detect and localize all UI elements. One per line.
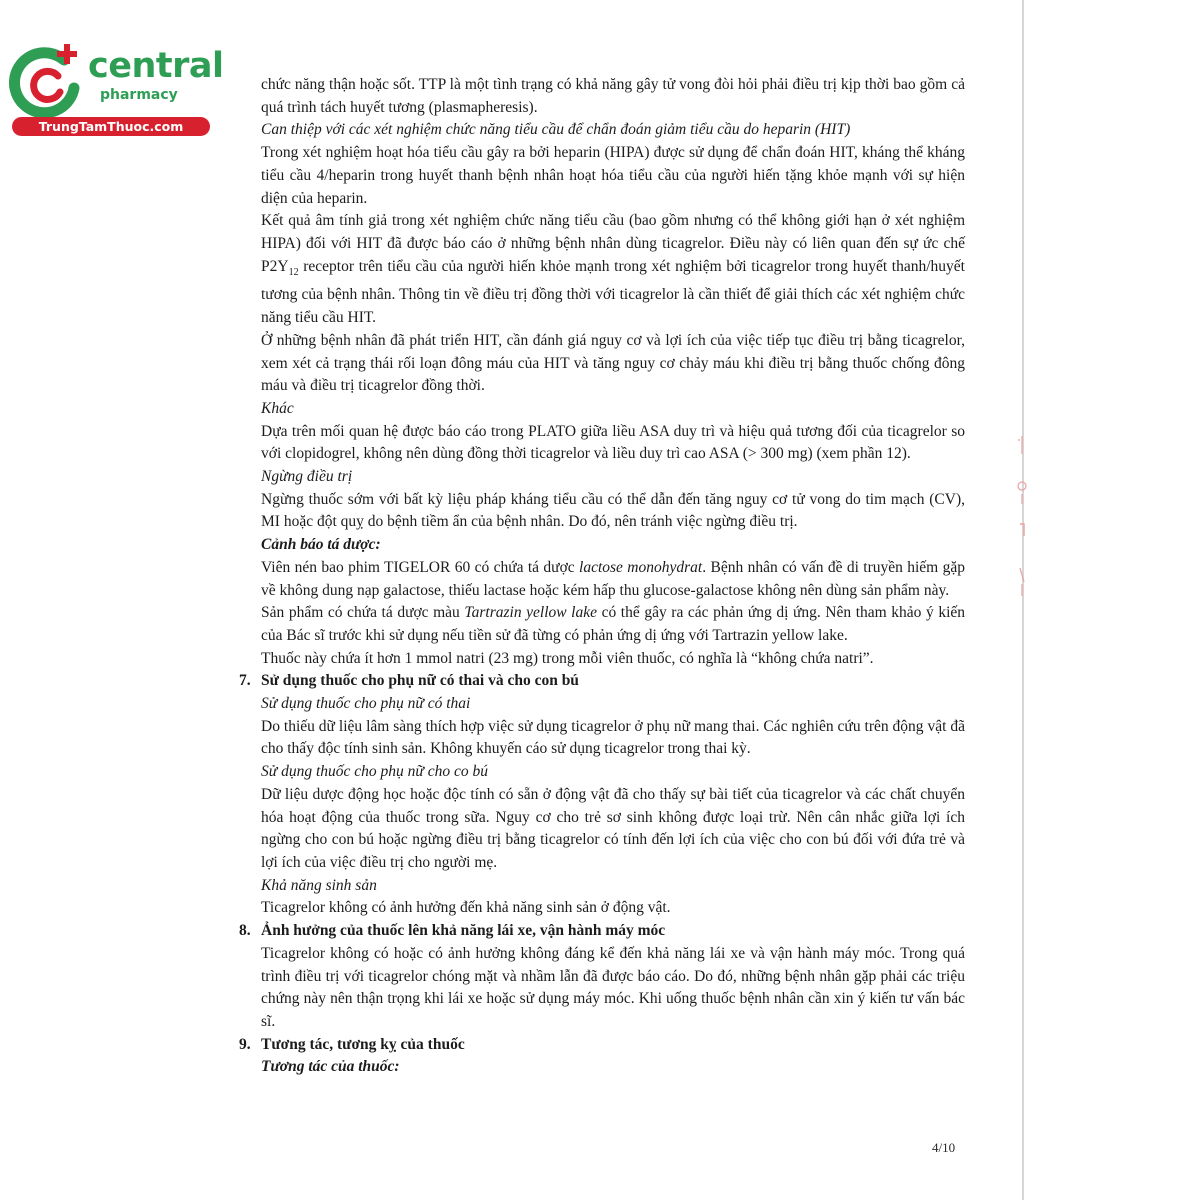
excipient-warning-heading: Cảnh báo tá dược: [261, 536, 381, 554]
paragraph [261, 557, 965, 602]
hit-subheading: Can thiệp với các xét nghiệm chức năng tiểu cầu để chẩn đoán giảm tiểu cầu do heparin (HIT) [261, 121, 851, 139]
logo-site-url: TrungTamThuoc.com [12, 117, 210, 136]
stamp-marks-icon [1008, 432, 1028, 602]
paragraph: Do thiếu dữ liệu lâm sàng thích hợp việc sử dụng ticagrelor ở phụ nữ mang thai. Các nghiên cứu trên động vật đã cho thấy độc tính sinh sản. Không khuyến cáo sử dụng ticagrelor trong thai kỳ. [261, 717, 965, 758]
text-run: Kết quả âm tính giả trong xét nghiệm chức năng tiểu cầu (bao gồm nhưng có thể không giới hạn ở xét nghiệm HIPA) đối với HIT đã được báo cáo ở những bệnh nhân dùng ticagrelor. Điều này có liên quan đến sự ức chế P2Y [261, 212, 965, 275]
subscript: 12 [288, 266, 299, 278]
section-title: Tương tác, tương kỵ của thuốc [261, 1035, 465, 1053]
paragraph: Thuốc này chứa ít hơn 1 mmol natri (23 mg) trong mỗi viên thuốc, có nghĩa là “không chứa natri”. [261, 649, 874, 667]
page-number: 4/10 [932, 1140, 956, 1155]
paragraph: Ticagrelor không có hoặc có ảnh hưởng không đáng kể đến khả năng lái xe và vận hành máy móc. Trong quá trình điều trị với ticagrelor chóng mặt và nhầm lẫn đã được báo cáo. Do đó, những bệnh nhân gặp phải các triệu chứng này nên thận trọng khi lái xe hoặc sử dụng máy móc. Khi uống thuốc bệnh nhân cần xin ý kiến tư vấn bác sĩ. [261, 944, 965, 1030]
paragraph: Dựa trên mối quan hệ được báo cáo trong PLATO giữa liều ASA duy trì và hiệu quả tương đối của ticagrelor so với clopidogrel, không nên dùng đồng thời ticagrelor và liều duy trì cao ASA (> 300 mg) (xem phần 12). [261, 422, 965, 463]
section-title: Ảnh hưởng của thuốc lên khả năng lái xe, vận hành máy móc [261, 922, 666, 940]
text-run: receptor trên tiểu cầu của người hiến khỏe mạnh trong xét nghiệm bởi ticagrelor trong huyết thanh/huyết tương của bệnh nhân. Thông tin về điều trị đồng thời với ticagrelor là cần thiết để giải thích các xét nghiệm chức năng tiểu cầu HIT. [261, 257, 965, 327]
section-number: 7. [239, 672, 251, 690]
text-run-italic: lactose monohydrat [579, 558, 703, 576]
paragraph: Trong xét nghiệm hoạt hóa tiểu cầu gây ra bởi heparin (HIPA) được sử dụng để chẩn đoán HIT, kháng thể kháng tiểu cầu 4/heparin trong huyết thanh bệnh nhân hoạt hóa tiểu cầu của người hiến tặng khỏe mạnh với sự hiện diện của heparin. [261, 144, 965, 207]
paragraph: Ticagrelor không có ảnh hưởng đến khả năng sinh sản ở động vật. [261, 899, 671, 917]
text-run: Sản phẩm có chứa tá dược màu [261, 604, 465, 622]
paragraph [261, 210, 965, 330]
section-number: 8. [239, 922, 251, 940]
section-8-heading [239, 920, 965, 943]
section-title: Sử dụng thuốc cho phụ nữ có thai và cho con bú [261, 672, 579, 690]
paragraph: Ngừng thuốc sớm với bất kỳ liệu pháp kháng tiểu cầu có thể dẫn đến tăng nguy cơ tử vong do tim mạch (CV), MI hoặc đột quỵ do bệnh tiềm ẩn của bệnh nhân. Do đó, nên tránh việc ngừng điều trị. [261, 490, 965, 531]
interaction-subheading: Tương tác của thuốc: [261, 1058, 400, 1076]
logo-subtitle: pharmacy [100, 87, 178, 103]
logo-brand: central [88, 46, 224, 86]
section-number: 9. [239, 1035, 251, 1053]
lactation-subheading: Sử dụng thuốc cho phụ nữ cho co bú [261, 763, 488, 781]
section-7-heading [239, 670, 965, 693]
paragraph: Ở những bệnh nhân đã phát triển HIT, cần đánh giá nguy cơ và lợi ích của việc tiếp tục điều trị bằng ticagrelor, xem xét cả trạng thái rối loạn đông máu của HIT và tăng nguy cơ chảy máu khi điều trị bằng thuốc chống đông máu và điều trị ticagrelor đồng thời. [261, 331, 965, 395]
paragraph [261, 602, 965, 647]
text-run: Viên nén bao phim TIGELOR 60 có chứa tá dược [261, 558, 580, 576]
paragraph: Dữ liệu dược động học hoặc độc tính có sẵn ở động vật đã cho thấy sự bài tiết của ticagrelor và các chất chuyển hóa hoạt động của thuốc trong sữa. Nguy cơ cho trẻ sơ sinh không được loại trừ. Nên cân nhắc giữa lợi ích ngừng cho con bú hoặc ngừng điều trị bằng ticagrelor có tính đến lợi ích của việc cho con bú đối với đứa trẻ và lợi ích của việc điều trị cho người mẹ. [261, 785, 965, 871]
fertility-subheading: Khả năng sinh sản [261, 876, 377, 894]
text-run-italic: Tartrazin yellow lake [464, 604, 598, 622]
text-run: có thể gây ra các phản ứng dị ứng. Nên tham khảo ý kiến của Bác sĩ trước khi sử dụng nếu tiền sử đã từng có phản ứng dị ứng với Tartrazin yellow lake. [261, 604, 966, 644]
document-body [239, 74, 966, 1079]
paragraph: chức năng thận hoặc sốt. TTP là một tình trạng có khả năng gây tử vong đòi hỏi phải điều trị kịp thời bao gồm cả quá trình tách huyết tương (plasmapheresis). [261, 76, 965, 116]
pregnancy-subheading: Sử dụng thuốc cho phụ nữ có thai [261, 695, 471, 713]
stop-treatment-subheading: Ngừng điều trị [261, 468, 353, 486]
other-subheading: Khác [261, 399, 294, 417]
section-9-heading [239, 1034, 965, 1057]
text-run: . Bệnh nhân có vấn đề di truyền hiếm gặp về không dung nạp galactose, thiếu lactase hoặc kém hấp thu glucose-galactose không nên dùng sản phẩm này. [261, 558, 965, 599]
